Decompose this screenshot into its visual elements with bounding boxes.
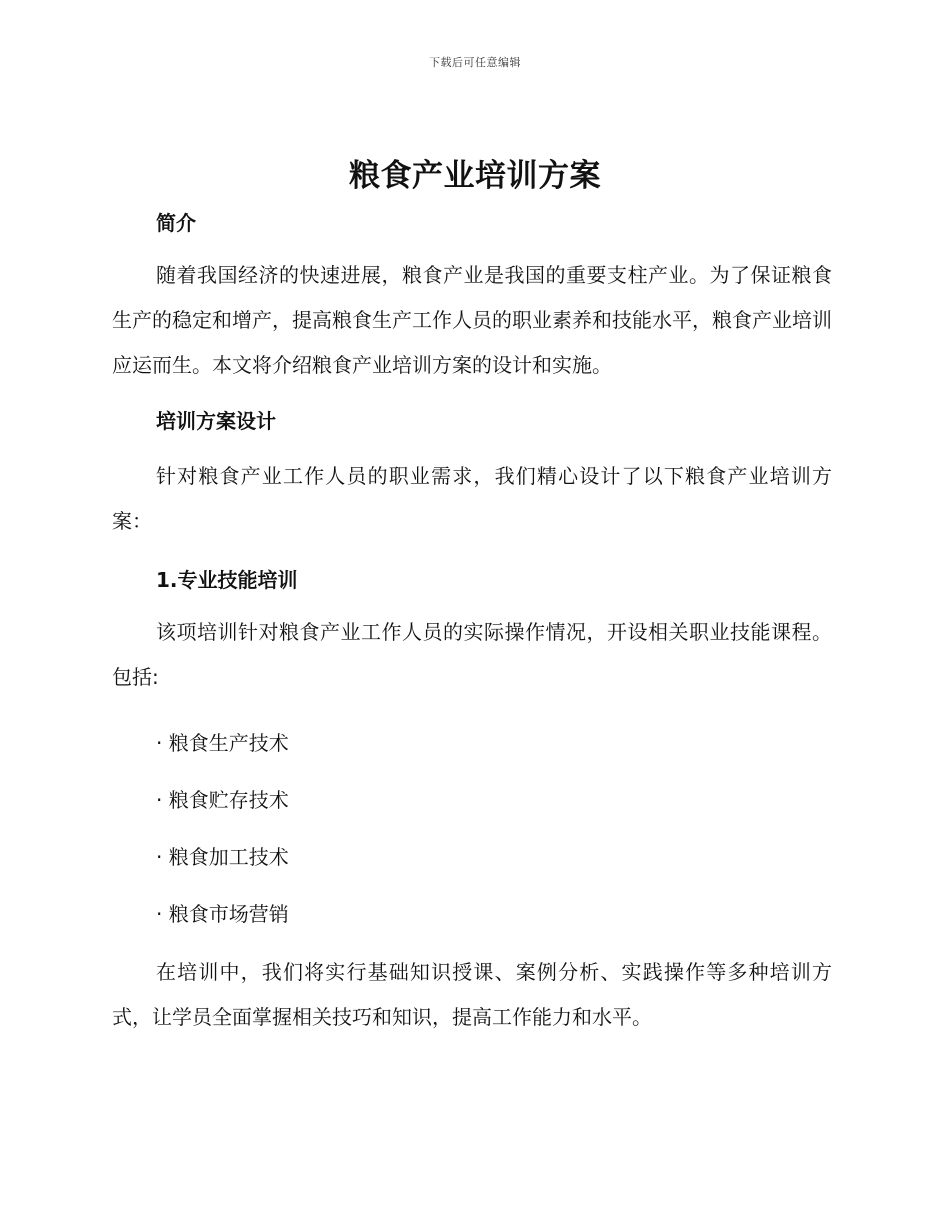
training-method-paragraph: 在培训中，我们将实行基础知识授课、案例分析、实践操作等多种培训方式，让学员全面掌握相关技巧和知识，提高工作能力和水平。 — [112, 960, 832, 1029]
bullet-item: · 粮食加工技术 — [156, 845, 289, 869]
bullet-item: · 粮食生产技术 — [156, 731, 289, 755]
bullet-item: · 粮食贮存技术 — [156, 788, 289, 812]
intro-paragraph: 随着我国经济的快速进展，粮食产业是我国的重要支柱产业。为了保证粮食生产的稳定和增产，提高粮食生产工作人员的职业素养和技能水平，粮食产业培训应运而生。本文将介绍粮食产业培训方案的设计和实施。 — [112, 263, 832, 377]
skill-paragraph: 该项培训针对粮食产业工作人员的实际操作情况，开设相关职业技能课程。包括: — [112, 620, 832, 689]
bullet-item: · 粮食市场营销 — [156, 902, 289, 926]
document-title: 粮食产业培训方案 — [349, 158, 601, 194]
section-heading-design: 培训方案设计 — [156, 409, 276, 433]
design-paragraph: 针对粮食产业工作人员的职业需求，我们精心设计了以下粮食产业培训方案： — [112, 464, 832, 533]
section-heading-intro: 简介 — [156, 211, 196, 235]
document-body — [112, 205, 832, 1040]
header-note: 下载后可任意编辑 — [429, 56, 521, 69]
section-heading-skill-training: 1.专业技能培训 — [156, 568, 298, 592]
